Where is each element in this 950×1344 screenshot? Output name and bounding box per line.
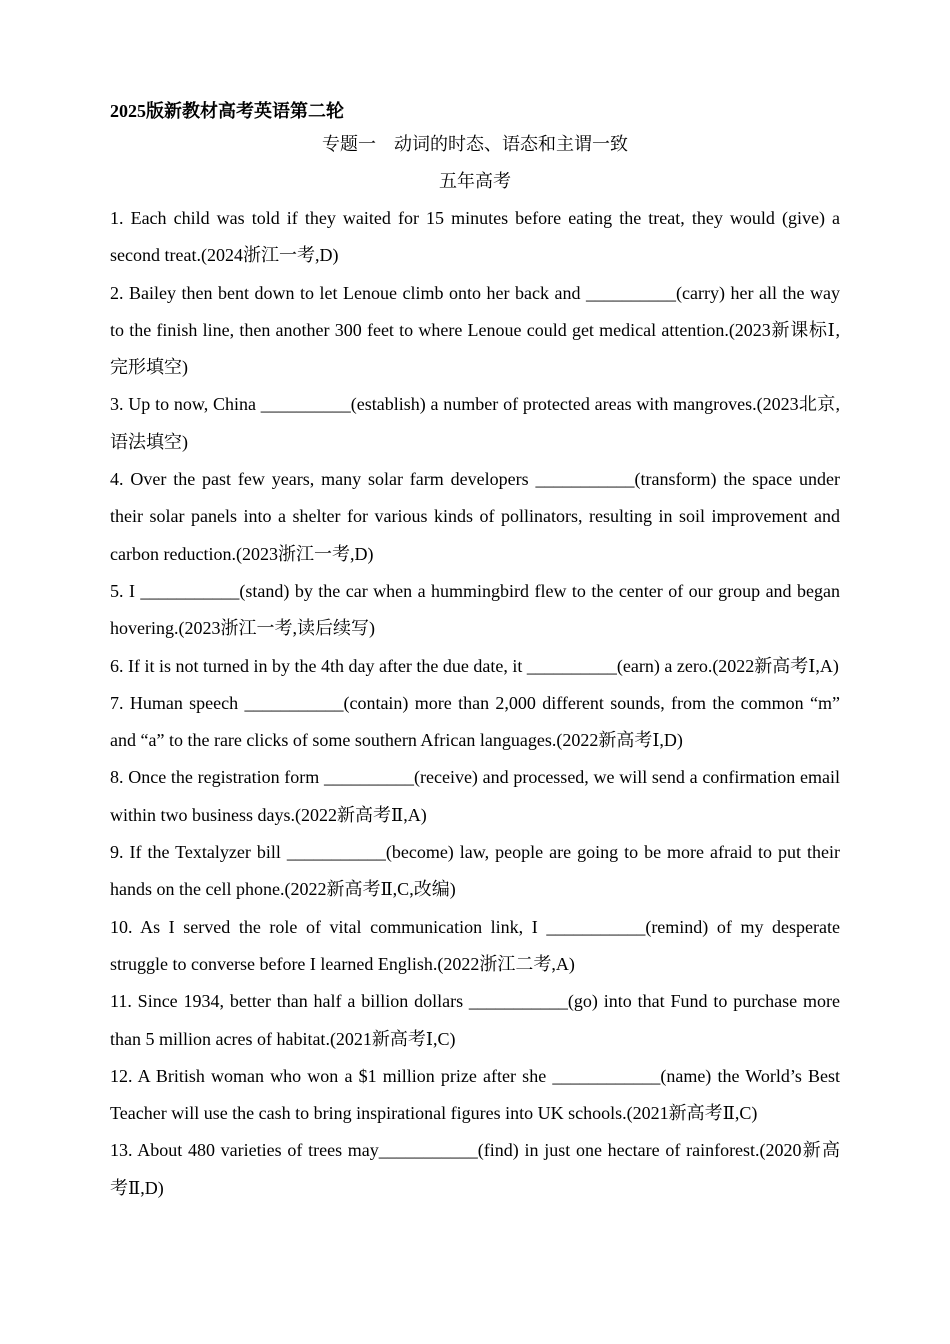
question-7: 7. Human speech ___________(contain) more than 2,000 different sounds, from the common “m” and “a” to the rare clicks of some southern African languages.(2022新高考Ⅰ,D)	[110, 692, 840, 751]
question-12: 12. A British woman who won a $1 million prize after she ____________(name) the World’s Best Teacher will use the cash to bring inspirational figures into UK schools.(2021新高考Ⅱ,C)	[110, 1065, 840, 1124]
document-page	[110, 96, 840, 1207]
question-3: 3. Up to now, China __________(establish) a number of protected areas with mangroves.(2023北京,语法填空)	[110, 394, 840, 452]
question-5: 5. I ___________(stand) by the car when a hummingbird flew to the center of our group and began hovering.(2023浙江一考,读后续写)	[110, 580, 840, 639]
question-13: 13. About 480 varieties of trees may___________(find) in just one hectare of rainforest.(2020新高考Ⅱ,D)	[110, 1140, 840, 1198]
section-title: 五年高考	[439, 171, 511, 191]
question-9: 9. If the Textalyzer bill ___________(become) law, people are going to be more afraid to put their hands on the cell phone.(2022新高考Ⅱ,C,改编)	[110, 842, 840, 900]
question-10: 10. As I served the role of vital communication link, I ___________(remind) of my desperate struggle to converse before I learned English.(2022浙江二考,A)	[110, 916, 840, 974]
topic-title: 专题一 动词的时态、语态和主谓一致	[322, 134, 628, 154]
question-8: 8. Once the registration form __________(receive) and processed, we will send a confirmation email within two business days.(2022新高考Ⅱ,A)	[110, 767, 840, 825]
question-2: 2. Bailey then bent down to let Lenoue climb onto her back and __________(carry) her all the way to the finish line, then another 300 feet to where Lenoue could get medical attention.(2023新课标Ⅰ,完形填空)	[110, 282, 840, 378]
question-1: 1. Each child was told if they waited for 15 minutes before eating the treat, they would (give) a second treat.(2024浙江一考,D)	[110, 208, 840, 266]
document-header: 2025版新教材高考英语第二轮	[110, 101, 344, 121]
question-11: 11. Since 1934, better than half a billion dollars ___________(go) into that Fund to purchase more than 5 million acres of habitat.(2021新高考Ⅰ,C)	[110, 991, 840, 1049]
question-6: 6. If it is not turned in by the 4th day after the due date, it __________(earn) a zero.(2022新高考Ⅰ,A)	[110, 655, 839, 676]
question-4: 4. Over the past few years, many solar farm developers ___________(transform) the space under their solar panels into a shelter for various kinds of pollinators, resulting in soil improvement and carbon reduction.(2023浙江一考,D)	[110, 469, 840, 564]
